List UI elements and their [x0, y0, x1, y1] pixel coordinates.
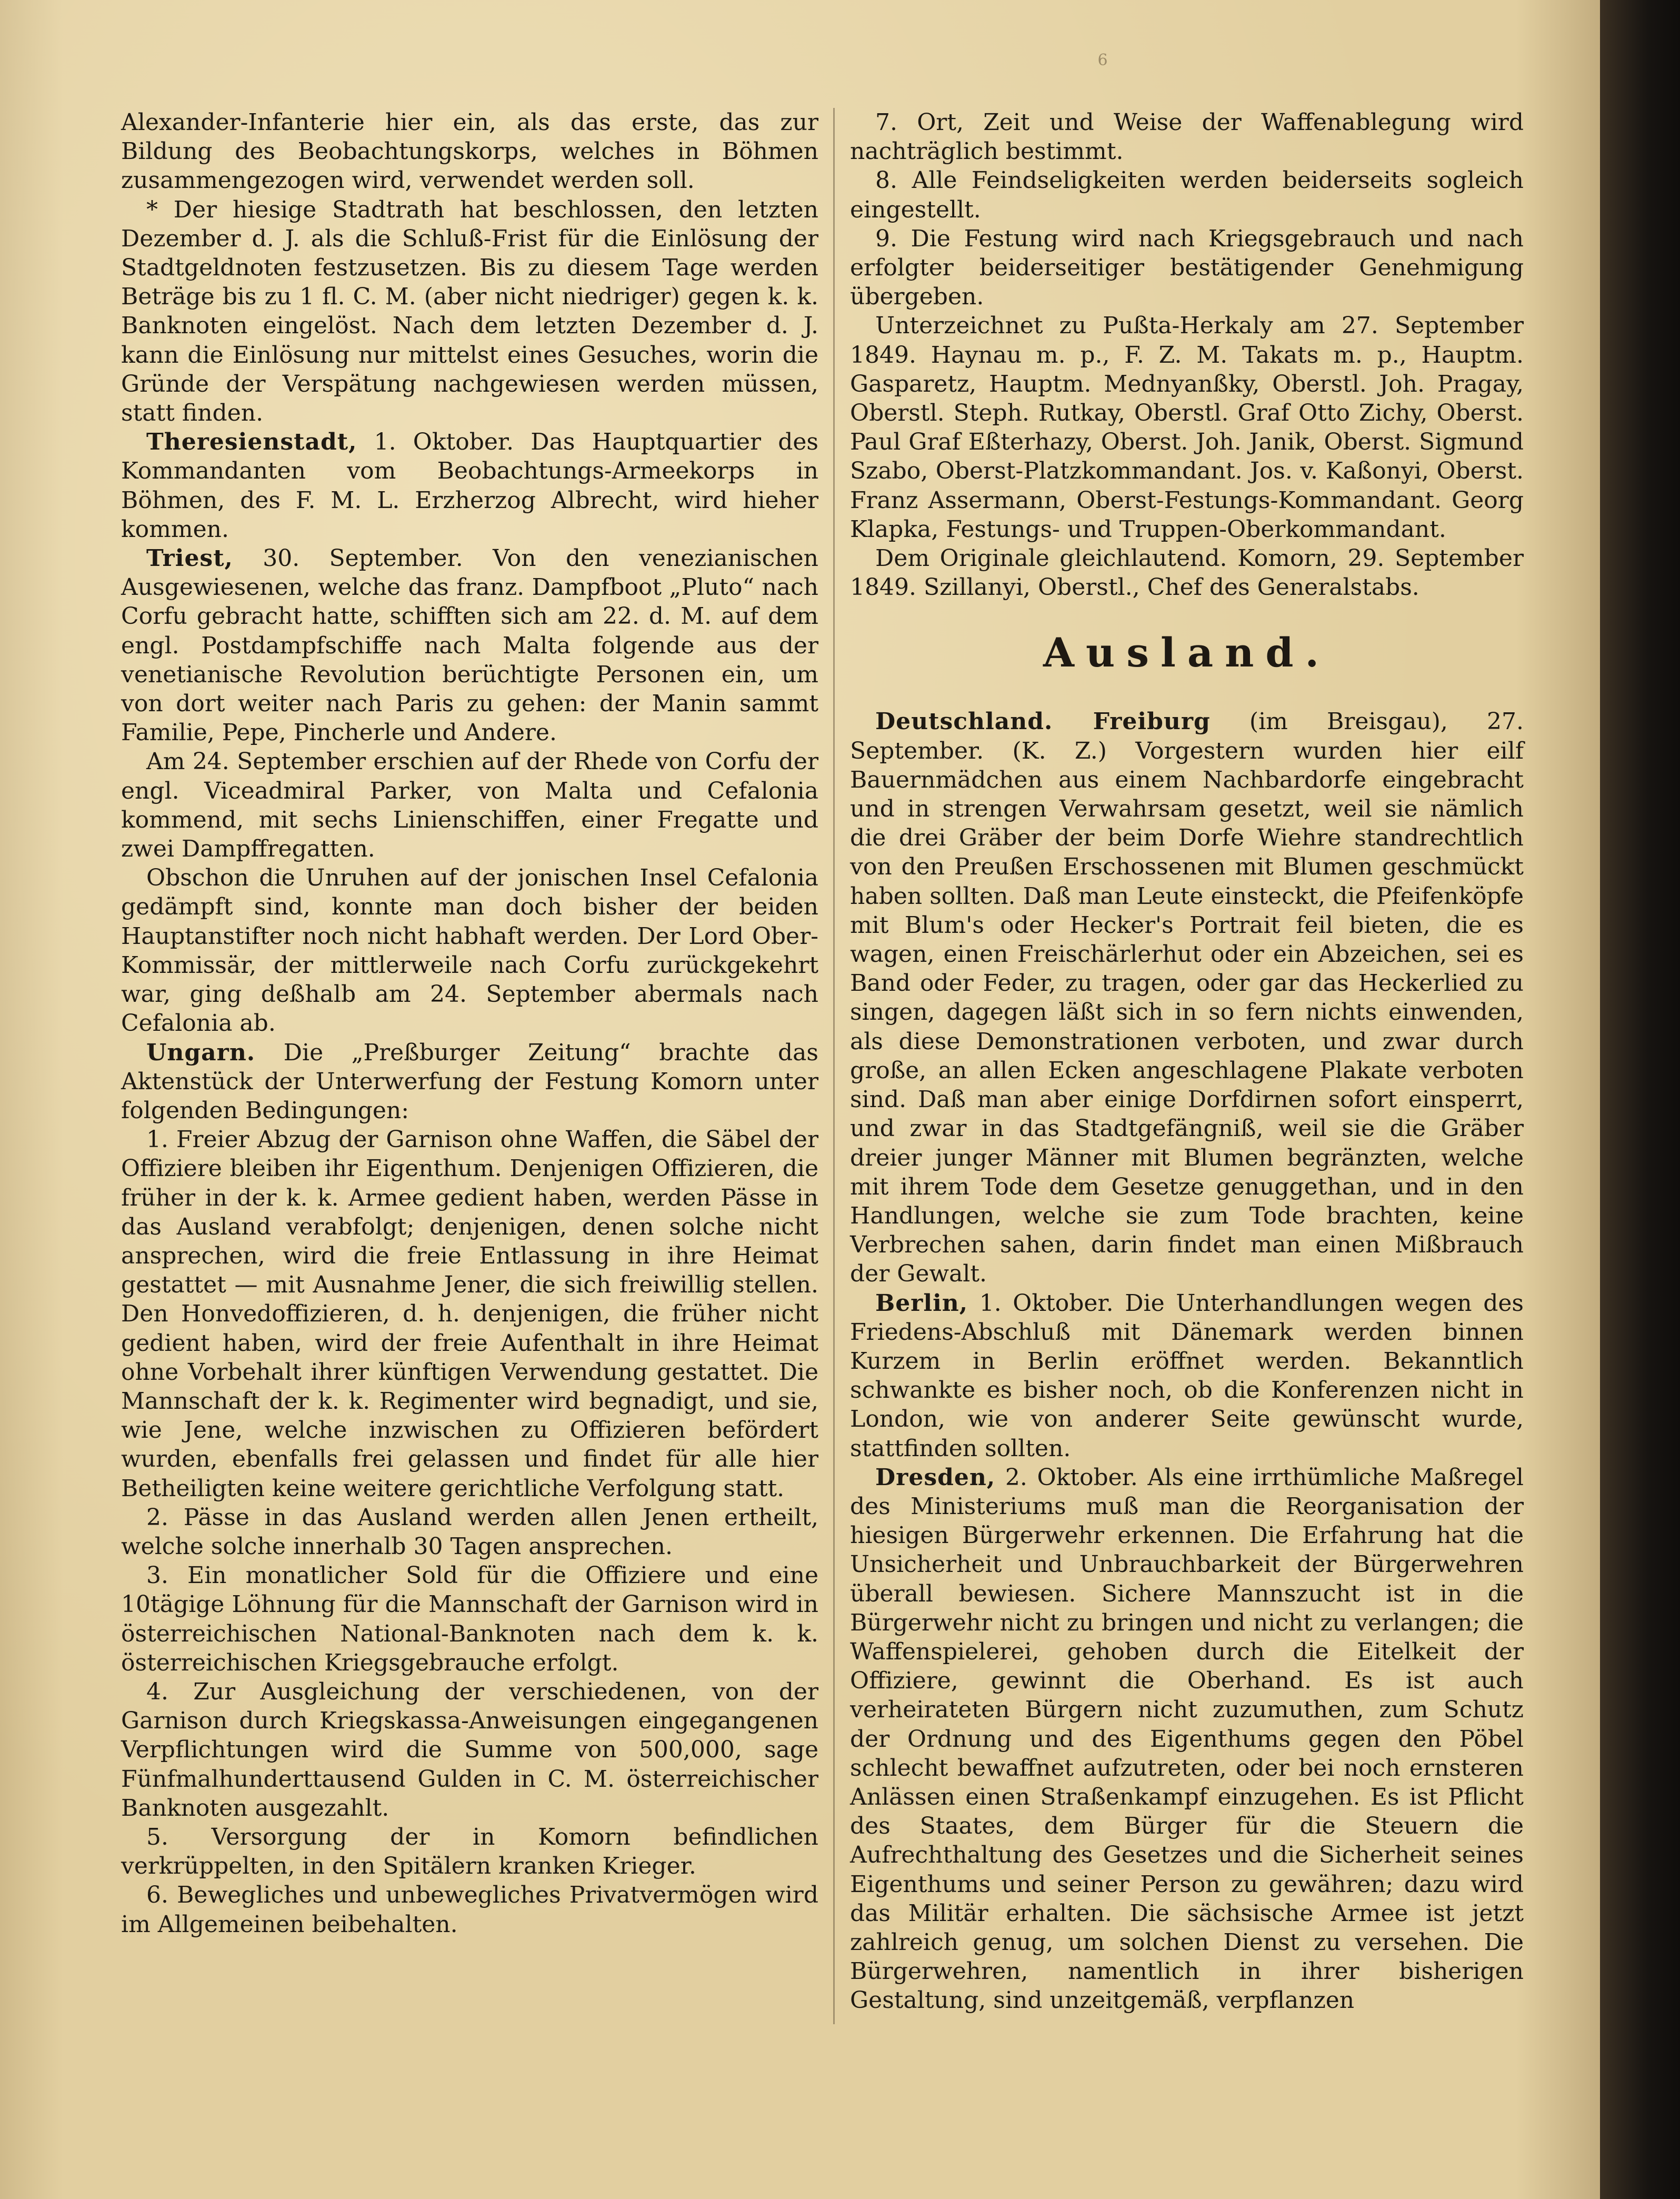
dateline-place: Berlin,	[875, 1289, 968, 1317]
paragraph-text: Obschon die Unruhen auf der jonischen Insel Cefalonia gedämpft sind, konnte man doch bisher der beiden Hauptanstifter noch nicht habhaft werden. Der Lord Ober-Kommissär, der mittlerweile nach Corfu zurückgekehrt war, ging deßhalb am 24. September abermals nach Cefalonia ab.	[121, 864, 818, 1037]
paragraph-text: 7. Ort, Zeit und Weise der Waffenablegung wird nachträglich bestimmt.	[850, 109, 1524, 165]
article-paragraph	[121, 1677, 818, 1823]
paragraph-text: Unterzeichnet zu Pußta-Herkaly am 27. September 1849. Haynau m. p., F. Z. M. Takats m. p., Hauptm. Gasparetz, Hauptm. Mednyanßky, Oberstl. Joh. Pragay, Oberstl. Steph. Rutkay, Oberstl. Graf Otto Zichy, Oberst. Paul Graf Eßterhazy, Oberst. Joh. Janik, Oberst. Sigmund Szabo, Oberst-Platzkommandant. Jos. v. Kaßonyi, Oberst. Franz Assermann, Oberst-Festungs-Kommandant. Georg Klapka, Festungs- und Truppen-Oberkommandant.	[850, 312, 1524, 543]
paragraph-text: 1. Freier Abzug der Garnison ohne Waffen, die Säbel der Offiziere bleiben ihr Eigenthum. Denjenigen Offizieren, die früher in der k. k. Armee gedient haben, werden Pässe in das Ausland verabfolgt; denjenigen, denen solche nicht ansprechen, wird die freie Entlassung in ihre Heimat gestattet — mit Ausnahme Jener, die sich freiwillig stellen. Den Honvedoffizieren, d. h. denjenigen, die früher nicht gedient haben, wird der freie Aufenthalt in ihre Heimat ohne Vorbehalt ihrer künftigen Verwendung gestattet. Die Mannschaft der k. k. Regimenter wird begnadigt, und sie, wie Jene, welche inzwischen zu Offizieren befördert wurden, ebenfalls frei gelassen und findet für alle hier Betheiligten keine weitere gerichtliche Verfolgung statt.	[121, 1126, 818, 1502]
left-column	[121, 108, 818, 1939]
paragraph-text: 1. Oktober. Die Unterhandlungen wegen des Friedens-Abschluß mit Dänemark werden binnen Kurzem in Berlin eröffnet werden. Bekanntlich schwankte es bisher noch, ob die Konferenzen nicht in London, wie von anderer Seite gewünscht wurde, stattfinden sollten.	[850, 1289, 1524, 1462]
right-column-top	[850, 108, 1524, 602]
paragraph-text: 3. Ein monatlicher Sold für die Offiziere und eine 10tägige Löhnung für die Mannschaft der Garnison wird in österreichischen National-Banknoten nach dem k. k. österreichischen Kriegsgebrauche erfolgt.	[121, 1562, 818, 1676]
right-column	[850, 108, 1524, 2015]
dateline-place: Ungarn.	[146, 1039, 256, 1066]
scan-edge	[1600, 0, 1680, 2199]
dateline-place: Dresden,	[875, 1464, 996, 1491]
paragraph-text: * Der hiesige Stadtrath hat beschlossen, den letzten Dezember d. J. als die Schluß-Frist für die Einlösung der Stadtgeldnoten festzusetzen. Bis zu diesem Tage werden Beträge bis zu 1 fl. C. M. (aber nicht niedriger) gegen k. k. Banknoten eingelöst. Nach dem letzten Dezember d. J. kann die Einlösung nur mittelst eines Gesuches, worin die Gründe der Verspätung nachgewiesen werden müssen, statt finden.	[121, 196, 818, 427]
paragraph-text: Dem Originale gleichlautend. Komorn, 29. September 1849. Szillanyi, Oberstl., Chef des Generalstabs.	[850, 545, 1524, 601]
right-column-bottom	[850, 707, 1524, 2015]
dateline-place: Deutschland. Freiburg	[875, 708, 1211, 735]
paragraph-text: Die „Preßburger Zeitung“ brachte das Aktenstück der Unterwerfung der Festung Komorn unter folgenden Bedingungen:	[121, 1039, 818, 1124]
paragraph-text: 8. Alle Feindseligkeiten werden beiderseits sogleich eingestellt.	[850, 167, 1524, 223]
column-divider	[833, 108, 835, 2024]
paragraph-text: 9. Die Festung wird nach Kriegsgebrauch und nach erfolgter beiderseitiger bestätigender Genehmigung übergeben.	[850, 225, 1524, 311]
article-paragraph	[121, 1880, 818, 1938]
article-paragraph	[121, 1125, 818, 1503]
article-paragraph	[121, 544, 818, 747]
paragraph-text: 5. Versorgung der in Komorn befindlichen verkrüppelten, in den Spitälern kranken Krieger.	[121, 1823, 818, 1880]
article-paragraph	[850, 166, 1524, 224]
paragraph-text: Am 24. September erschien auf der Rhede von Corfu der engl. Viceadmiral Parker, von Malta und Cefalonia kommend, mit sechs Linienschiffen, einer Fregatte und zwei Dampffregatten.	[121, 748, 818, 863]
paragraph-text: 30. September. Von den venezianischen Ausgewiesenen, welche das franz. Dampfboot „Pluto“ nach Corfu gebracht hatte, schifften sich am 22. d. M. auf dem engl. Postdampfschiffe nach Malta folgende aus der venetianische Revolution berüchtigte Personen ein, um von dort weiter nach Paris zu gehen: der Manin sammt Familie, Pepe, Pincherle und Andere.	[121, 545, 818, 747]
paragraph-text: 2. Oktober. Als eine irrthümliche Maßregel des Ministeriums muß man die Reorganisation der hiesigen Bürgerwehr erkennen. Die Erfahrung hat die Unsicherheit und Unbrauchbarkeit der Bürgerwehren überall bewiesen. Sichere Mannszucht ist in die Bürgerwehr nicht zu bringen und nicht zu verlangen; die Waffenspielerei, gehoben durch die Eitelkeit der Offiziere, gewinnt die Oberhand. Es ist auch verheirateten Bürgern nicht zuzumuthen, zum Schutz der Ordnung und des Eigenthums gegen den Pöbel schlecht bewaffnet aufzutreten, oder bei noch ernsteren Anlässen einen Straßenkampf einzugehen. Es ist Pflicht des Staates, dem Bürger für die Steuern die Aufrechthaltung des Gesetzes und die Sicherheit seines Eigenthums und seiner Person zu gewähren; dazu wird das Militär erhalten. Die sächsische Armee ist jetzt zahlreich genug, um solchen Dienst zu versehen. Die Bürgerwehren, namentlich in ihrer bisherigen Gestaltung, sind unzeitgemäß, verpflanzen	[850, 1464, 1524, 2014]
article-paragraph	[850, 1463, 1524, 2015]
article-paragraph	[121, 195, 818, 428]
paragraph-text: Alexander-Infanterie hier ein, als das erste, das zur Bildung des Beobachtungskorps, welches in Böhmen zusammengezogen wird, verwendet werden soll.	[121, 109, 818, 194]
article-paragraph	[121, 427, 818, 544]
dateline-place: Triest,	[146, 545, 233, 572]
article-paragraph	[121, 1561, 818, 1677]
paragraph-text: 4. Zur Ausgleichung der verschiedenen, von der Garnison durch Kriegskassa-Anweisungen eingegangenen Verpflichtungen wird die Summe von 500,000, sage Fünfmalhunderttausend Gulden in C. M. österreichischer Banknoten ausgezahlt.	[121, 1678, 818, 1822]
article-paragraph	[121, 108, 818, 195]
page-number-mark: 6	[1097, 51, 1108, 69]
paragraph-text: 1. Oktober. Das Hauptquartier des Kommandanten vom Beobachtungs-Armeekorps in Böhmen, des F. M. L. Erzherzog Albrecht, wird hieher kommen.	[121, 429, 818, 543]
paragraph-text: 6. Bewegliches und unbewegliches Privatvermögen wird im Allgemeinen beibehalten.	[121, 1882, 818, 1938]
article-paragraph	[850, 108, 1524, 166]
paragraph-text: 2. Pässe in das Ausland werden allen Jenen ertheilt, welche solche innerhalb 30 Tagen ansprechen.	[121, 1504, 818, 1560]
dateline-place: Theresienstadt,	[146, 429, 357, 456]
article-paragraph	[850, 1289, 1524, 1463]
article-paragraph	[850, 224, 1524, 312]
article-paragraph	[121, 747, 818, 863]
section-heading: Ausland.	[1043, 629, 1331, 676]
article-paragraph	[121, 1503, 818, 1561]
article-paragraph	[850, 311, 1524, 544]
article-paragraph	[850, 707, 1524, 1288]
paragraph-text: (im Breisgau), 27. September. (K. Z.) Vorgestern wurden hier eilf Bauernmädchen aus einem Nachbardorfe eingebracht und in strengen Verwahrsam gesetzt, weil sie nämlich die drei Gräber der beim Dorfe Wiehre standrechtlich von den Preußen Erschossenen mit Blumen geschmückt haben sollten. Daß man Leute einsteckt, die Pfeifenköpfe mit Blum's oder Hecker's Portrait feil bieten, die es wagen, einen Freischärlerhut oder ein Abzeichen, sei es Band oder Feder, zu tragen, oder gar das Heckerlied zu singen, dagegen läßt sich in so fern nichts einwenden, als diese Demonstrationen verboten, und zwar durch große, an allen Ecken angeschlagene Plakate verboten sind. Daß man aber einige Dorfdirnen sofort einsperrt, und zwar in das Stadtgefängniß, weil sie die Gräber dreier junger Männer mit Blumen begränzten, welche mit ihrem Tode dem Gesetze genuggethan, und in den Handlungen, welche sie zum Tode brachten, keine Verbrechen sahen, darin findet man einen Mißbrauch der Gewalt.	[850, 708, 1524, 1288]
article-paragraph	[850, 544, 1524, 602]
article-paragraph	[121, 1038, 818, 1126]
article-paragraph	[121, 863, 818, 1038]
article-paragraph	[121, 1823, 818, 1880]
